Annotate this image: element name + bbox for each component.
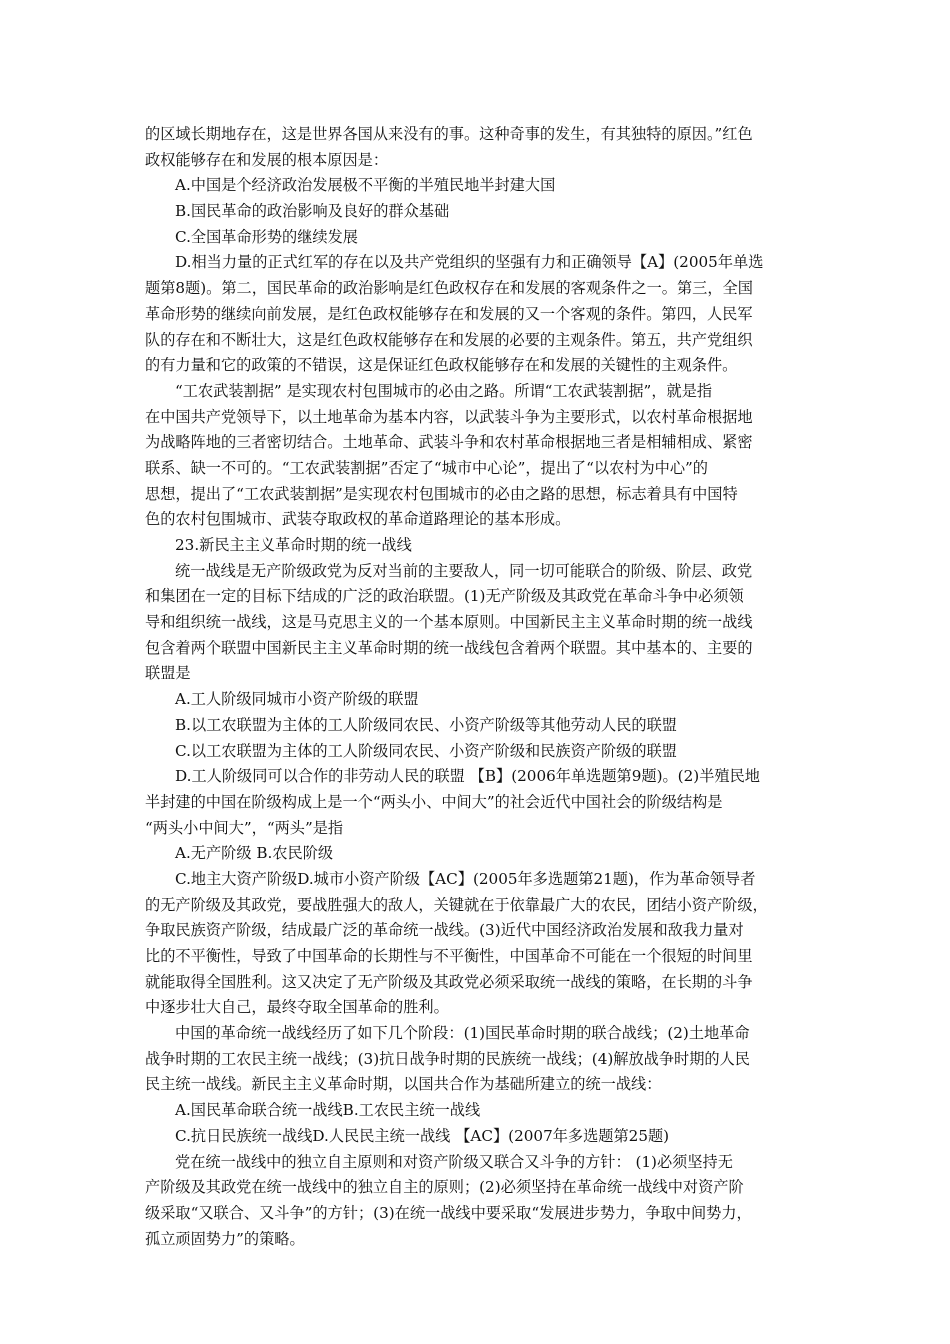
text-line: 题第8题)。第二，国民革命的政治影响是红色政权存在和发展的客观条件之一。第三，全国 [145,279,753,298]
text-line: 战争时期的工农民主统一战线；(3)抗日战争时期的民族统一战线；(4)解放战争时期的人民 [145,1049,750,1068]
text-line: “两头小中间大”，“两头”是指 [145,818,344,837]
text-line: A.国民革命联合统一战线B.工农民主统一战线 [175,1101,481,1120]
text-line: C.抗日民族统一战线D.人民民主统一战线 【AC】(2007年多选题第25题) [175,1126,670,1145]
text-line: A.中国是个经济政治发展极不平衡的半殖民地半封建大国 [175,176,556,195]
text-line: C.地主大资产阶级D.城市小资产阶级【AC】(2005年多选题第21题)，作为革命领导者 [175,869,756,888]
text-line: 联盟是 [145,664,191,683]
text-line: 孤立顽固势力”的策略。 [145,1229,305,1248]
text-line: “工农武装割据” 是实现农村包围城市的必由之路。所谓“工农武装割据”，就是指 [175,381,713,400]
text-line: 思想，提出了“工农武装割据”是实现农村包围城市的必由之路的思想，标志着具有中国特 [145,484,738,503]
text-line: B.以工农联盟为主体的工人阶级同农民、小资产阶级等其他劳动人民的联盟 [175,715,677,734]
text-line: 级采取“又联合、又斗争”的方针；(3)在统一战线中要采取“发展进步势力，争取中间势力， [145,1203,752,1222]
text-line: A.无产阶级 B.农民阶级 [175,844,334,863]
text-line: 联系、缺一不可的。“工农武装割据”否定了“城市中心论”，提出了“以农村为中心”的 [145,458,708,477]
text-line: 色的农村包围城市、武装夺取政权的革命道路理论的基本形成。 [145,510,571,529]
text-line: 的区域长期地存在，这是世界各国从来没有的事。这种奇事的发生，有其独特的原因。”红色 [145,125,753,143]
text-line: 23.新民主主义革命时期的统一战线 [175,536,412,554]
text-line: 统一战线是无产阶级政党为反对当前的主要敌人，同一切可能联合的阶级、阶层、政党 [175,561,753,580]
text-line: 包含着两个联盟中国新民主主义革命时期的统一战线包含着两个联盟。其中基本的、主要的 [145,638,753,657]
text-line: 队的存在和不断壮大，这是红色政权能够存在和发展的必要的主观条件。第五，共产党组织 [145,330,753,349]
text-line: 在中国共产党领导下，以土地革命为基本内容，以武装斗争为主要形式，以农村革命根据地 [145,407,753,426]
text-line: D.工人阶级同可以合作的非劳动人民的联盟 【B】(2006年单选题第9题)。(2)半殖民地 [175,767,760,786]
text-line: 中逐步壮大自己，最终夺取全国革命的胜利。 [145,998,449,1017]
text-line: D.相当力量的正式红军的存在以及共产党组织的坚强有力和正确领导【A】(2005年单选 [175,253,764,272]
text-line: 半封建的中国在阶级构成上是一个“两头小、中间大”的社会近代中国社会的阶级结构是 [145,792,723,811]
text-line: 党在统一战线中的独立自主原则和对资产阶级又联合又斗争的方针： (1)必须坚持无 [175,1152,733,1171]
text-line: 争取民族资产阶级，结成最广泛的革命统一战线。(3)近代中国经济政治发展和敌我力量对 [145,921,744,940]
text-line: 比的不平衡性，导致了中国革命的长期性与不平衡性，中国革命不可能在一个很短的时间里 [145,947,753,965]
text-line: A.工人阶级同城市小资产阶级的联盟 [175,690,419,709]
text-line: 导和组织统一战线，这是马克思主义的一个基本原则。中国新民主主义革命时期的统一战线 [145,613,753,632]
text-line: 革命形势的继续向前发展，是红色政权能够存在和发展的又一个客观的条件。第四，人民军 [145,304,753,323]
text-line: 和集团在一定的目标下结成的广泛的政治联盟。(1)无产阶级及其政党在革命斗争中必须领 [145,587,744,606]
text-line: B.国民革命的政治影响及良好的群众基础 [175,202,450,221]
text-line: 为战略阵地的三者密切结合。土地革命、武装斗争和农村革命根据地三者是相辅相成、紧密 [145,433,753,452]
text-line: 的有力量和它的政策的不错误，这是保证红色政权能够存在和发展的关键性的主观条件。 [145,356,738,375]
text-line: 产阶级及其政党在统一战线中的独立自主的原则；(2)必须坚持在革命统一战线中对资产阶 [145,1178,744,1197]
text-line: 民主统一战线。新民主主义革命时期，以国共合作为基础所建立的统一战线： [145,1075,662,1094]
text-line: 就能取得全国胜利。这又决定了无产阶级及其政党必须采取统一战线的策略，在长期的斗争 [145,972,753,991]
text-line: C.全国革命形势的继续发展 [175,227,358,246]
text-line: 政权能够存在和发展的根本原因是： [145,150,388,169]
text-line: C.以工农联盟为主体的工人阶级同农民、小资产阶级和民族资产阶级的联盟 [175,741,677,760]
text-line: 的无产阶级及其政党，要战胜强大的敌人，关键就在于依靠最广大的农民，团结小资产阶级， [145,895,768,914]
text-line: 中国的革命统一战线经历了如下几个阶段：(1)国民革命时期的联合战线；(2)土地革命 [175,1024,750,1043]
document-page [145,122,815,1252]
